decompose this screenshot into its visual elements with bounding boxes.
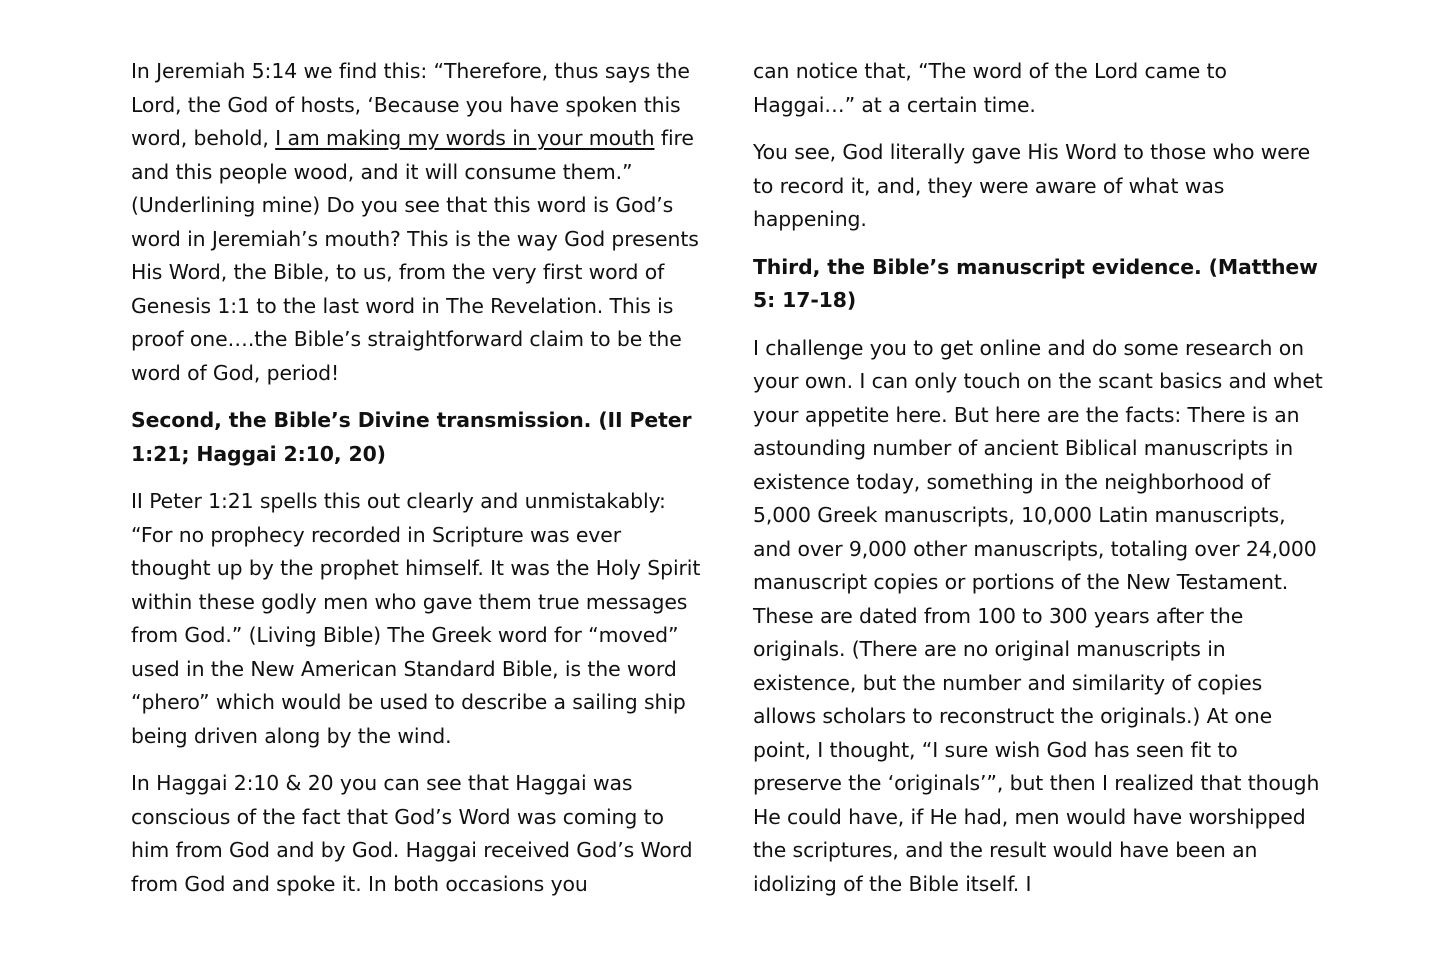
paragraph-jeremiah [131, 55, 701, 390]
paragraph-haggai-continued: can notice that, “The word of the Lord came to Haggai…” at a certain time. [753, 59, 1227, 117]
paragraph-haggai: In Haggai 2:10 & 20 you can see that Haggai was conscious of the fact that God’s Word was coming to him from God and by God. Haggai received God’s Word from God and spoke it. In both occasions you [131, 771, 693, 896]
underlined-quote: I am making my words in your mouth [275, 126, 655, 150]
paragraph-manuscripts: I challenge you to get online and do some research on your own. I can only touch on the scant basics and whet your appetite here. But here are the facts: There is an astounding number of ancient Biblical manuscripts in existence today, something in the neighborhood of 5,000 Greek manuscripts, 10,000 Latin manuscripts, and over 9,000 other manuscripts, totaling over 24,000 manuscript copies or portions of the New Testament. These are dated from 100 to 300 years after the originals. (There are no original manuscripts in existence, but the number and similarity of copies allows scholars to reconstruct the originals.) At one point, I thought, “I sure wish God has seen fit to preserve the ‘originals’”, but then I realized that though He could have, if He had, men would have worshipped the scriptures, and the result would have been an idolizing of the Bible itself. I [753, 335, 1323, 896]
paragraph-peter: II Peter 1:21 spells this out clearly and unmistakably: “For no prophecy recorded in Scripture was ever thought up by the prophet himself. It was the Holy Spirit within these godly men who gave them true messages from God.” (Living Bible) The Greek word for “moved” used in the New American Standard Bible, is the word “phero” which would be used to describe a sailing ship being driven along by the wind. [131, 489, 701, 748]
paragraph-jeremiah-rest: fire and this people wood, and it will consume them.” (Underlining mine) Do you see that this word is God’s word in Jeremiah’s mouth? This is the way God presents His Word, the Bible, to us, from the very first word of Genesis 1:1 to the last word in The Revelation. This is proof one….the Bible’s straightforward claim to be the word of God, period! [131, 126, 699, 385]
heading-manuscript-evidence: Third, the Bible’s manuscript evidence. (Matthew 5: 17-18) [753, 254, 1318, 312]
right-column [753, 55, 1323, 915]
left-column [131, 55, 701, 915]
heading-divine-transmission: Second, the Bible’s Divine transmission. (II Peter 1:21; Haggai 2:10, 20) [131, 408, 692, 466]
paragraph-god-gave-word: You see, God literally gave His Word to those who were to record it, and, they were aware of what was happening. [753, 140, 1311, 231]
paragraph-jeremiah-intro: In Jeremiah 5:14 we find this: “Therefore, thus says the Lord, the God of hosts, ‘Because you have spoken this word, behold, [131, 59, 690, 150]
